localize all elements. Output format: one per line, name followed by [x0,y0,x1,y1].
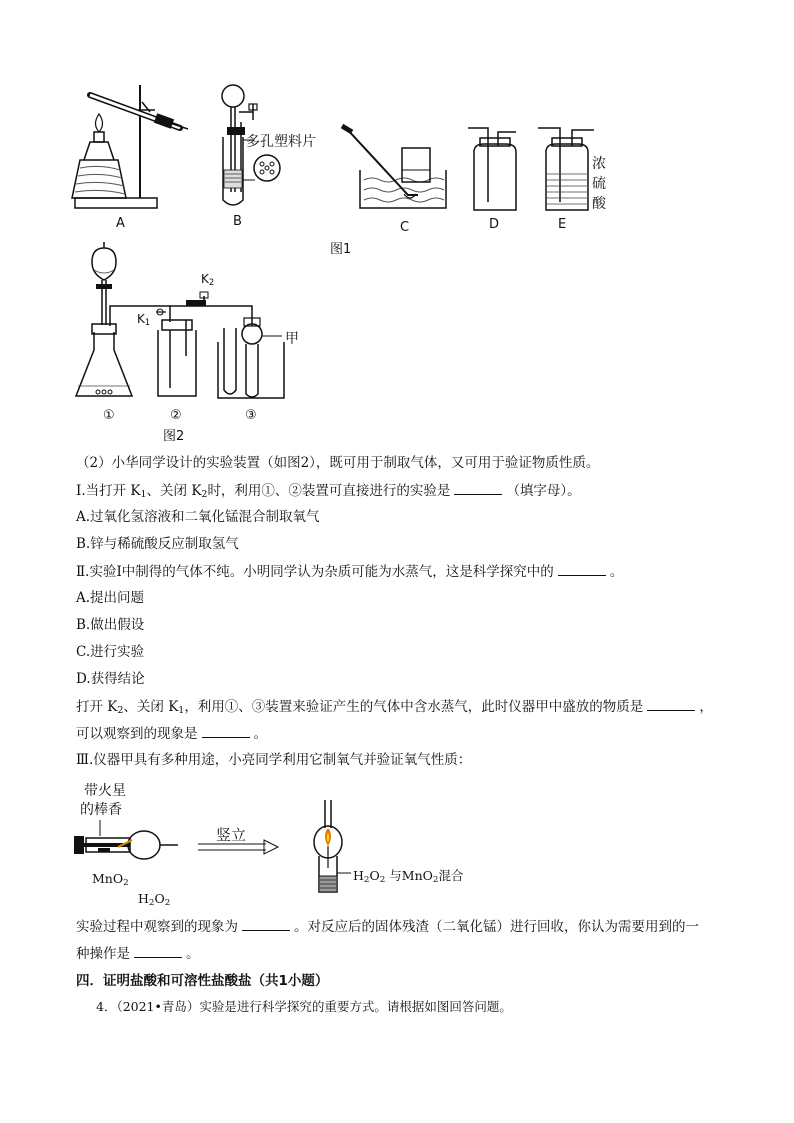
bottle-number-2: ② [170,408,182,423]
q2-part-ii-option-d: D.获得结论 [76,671,145,687]
figure1-caption: 图1 [330,242,352,257]
section-4-heading: 四．证明盐酸和可溶性盐酸盐（共1小题） [76,973,329,989]
k2-label: $K_2$ [201,272,215,287]
label-e: E [558,217,567,232]
upright-device-drawing [305,798,355,898]
acid-label-2: 硫 [592,176,606,192]
q2-part-ii-option-a: A.提出问题 [76,590,145,606]
q2-part-ii-stem: Ⅱ.实验Ⅰ中制得的气体不纯。小明同学认为杂质可能为水蒸气，这是科学探究中的 。 [76,564,624,580]
answer-blank-2[interactable] [558,562,606,576]
label-d: D [489,217,500,232]
mixture-label: $H_2O_2$ 与MnO$_2$混合 [353,868,464,885]
q2-part-ii-option-b: B.做出假设 [76,617,145,633]
q2-part-i-stem: Ⅰ.当打开 $K_1$、关闭 $K_2$时，利用①、②装置可直接进行的实验是 （填字母）。 [76,483,581,500]
q2-part-ii-option-c: C.进行实验 [76,644,145,660]
k1-label: $K_1$ [137,312,151,327]
h2o2-label: $H_2O_2$ [138,891,171,908]
arrow-icon [196,840,280,854]
upright-label: 竖立 [216,826,247,844]
q2-result-stem: 实验过程中观察到的现象为 。对反应后的固体残渣（二氧化锰）进行回收，你认为需要用到的一 [76,919,699,935]
q2-part-iii-stem: Ⅲ.仪器甲具有多种用途，小亮同学利用它制氧气并验证氧气性质： [76,752,472,768]
answer-blank-1[interactable] [454,481,502,495]
q2-operation-stem: 种操作是 。 [76,946,200,962]
apparatus-e-drawing [536,122,596,214]
answer-blank-5[interactable] [242,917,290,931]
figure2-caption: 图2 [163,429,185,444]
flask-number-1: ① [103,408,115,423]
apparatus-d-drawing [466,122,522,212]
q2-open-k2-stem: 打开 $K_2$、关闭 $K_1$，利用①、③装置来验证产生的气体中含水蒸气，此时仪器甲中盛放的物质是 ， [76,699,713,716]
q2-part-i-option-a: A.过氧化氢溶液和二氧化锰混合制取氧气 [76,509,320,525]
incense-label-1: 带火星 [84,783,126,799]
label-a: A [116,216,125,231]
label-b: B [233,214,242,229]
apparatus-c-drawing [338,120,448,215]
acid-label-1: 浓 [592,156,606,172]
mno2-label: MnO$_2$ [92,871,129,888]
answer-blank-3[interactable] [647,697,695,711]
question-4-stem: 4．（2021•青岛）实验是进行科学探究的重要方式。请根据如图回答问题。 [96,999,512,1014]
answer-blank-4[interactable] [202,724,250,738]
label-c: C [400,220,410,235]
q2-observe-stem: 可以观察到的现象是 。 [76,726,267,742]
answer-blank-6[interactable] [134,944,182,958]
incense-label-2: 的棒香 [80,802,122,818]
q2-intro: （2）小华同学设计的实验装置（如图2），既可用于制取气体，又可用于验证物质性质。 [76,455,600,471]
beaker-number-3: ③ [245,408,257,423]
q2-part-i-option-b: B.锌与稀硫酸反应制取氢气 [76,536,239,552]
jia-label: 甲 [285,331,299,347]
acid-label-3: 酸 [592,196,606,212]
horizontal-device-drawing [70,818,180,868]
apparatus-a-drawing [70,80,190,215]
porous-plate-label: 多孔塑料片 [246,134,316,150]
figure2-drawing [70,240,310,410]
